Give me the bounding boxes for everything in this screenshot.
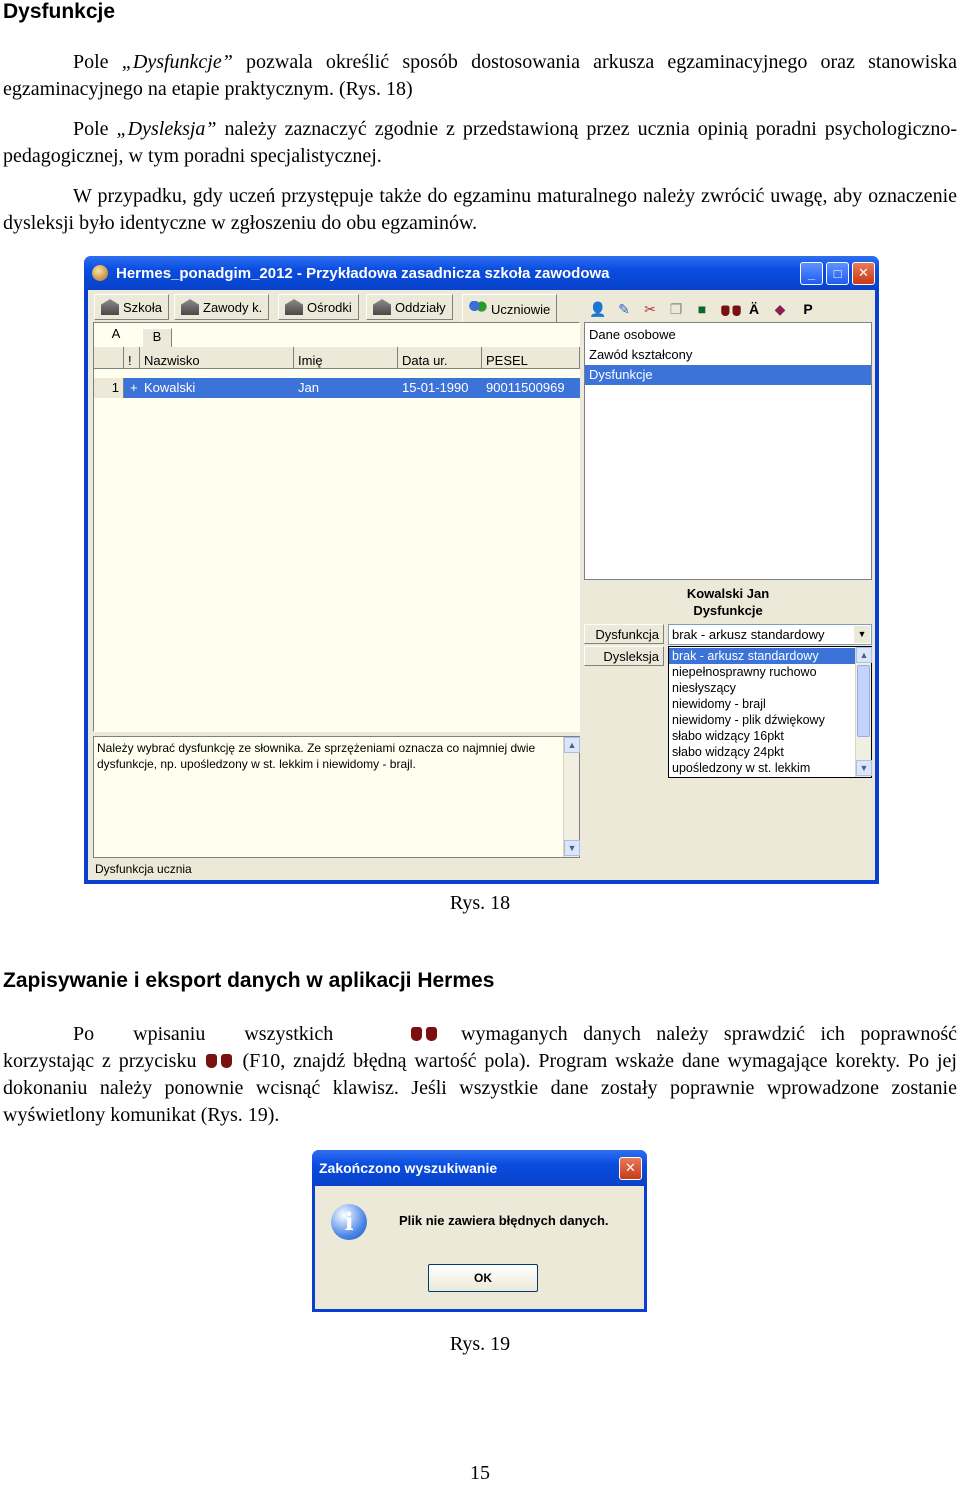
umlaut-a-button[interactable]: Ä [748,301,760,317]
paragraph-dysfunkcje [3,49,957,103]
column-nazwisko-header[interactable]: Nazwisko [140,347,294,369]
p-text-c: (F10, znajdź błędną wartość pola). Program wskaże dane wymagające korekty. Po jej dokonaniu należy ponownie wcisnąć klawisz. Jeśli wszystkie dane zostały poprawnie wprowadzone zostanie wyświetlony komunikat (Rys. 19). [3,1050,957,1126]
info-icon: i [331,1204,367,1240]
dialog-message: Plik nie zawiera błędnych danych. [399,1213,609,1228]
list-item[interactable]: Dane osobowe [589,327,676,342]
dropdown-option[interactable]: słabo widzący 16pkt [672,729,784,743]
dropdown-option[interactable]: brak - arkusz standardowy [669,648,855,664]
hint-text: Należy wybrać dysfunkcję ze słownika. Ze sprzężeniami oznacza co najmniej dwie dysfunkcje, np. upośledzony w st. lekkim i niewidomy - brajl. [97,741,536,771]
row-number-header [94,347,124,369]
list-item-selected[interactable]: Dysfunkcje [585,365,871,385]
cell-imie: Jan [298,380,319,395]
scroll-down-icon[interactable]: ▼ [564,840,580,856]
dialog-body [315,1186,644,1309]
figure-caption-18: Rys. 18 [449,892,511,914]
p1-text-c: pozwala określić sposób dostosowania arkusza egzaminacyjnego oraz stanowiska egzaminacyjnego na etapie praktycznym. (Rys. 18) [3,51,957,100]
tab-oddzialy[interactable] [366,294,453,320]
search-finished-dialog [312,1150,647,1312]
tab-uczniowie[interactable] [462,294,557,323]
p-text-a: Po wpisaniu wszystkich [73,1023,334,1045]
save-icon[interactable]: ■ [697,301,707,317]
paragraph-zapisywanie [3,1021,957,1129]
tab-label: Uczniowie [491,301,551,317]
students-grid [93,322,580,732]
add-student-icon[interactable]: 👤 [589,301,607,317]
chevron-down-icon[interactable]: ▼ [854,626,870,643]
page-number: 15 [470,1462,490,1484]
detail-header [584,582,872,622]
status-bar: Dysfunkcja ucznia [95,862,192,876]
tab-szkola[interactable] [94,294,169,320]
dialog-titlebar [312,1150,647,1186]
cell-pesel: 90011500969 [486,380,565,395]
student-name: Kowalski Jan [686,586,770,601]
dysfunkcja-dropdown [668,646,872,778]
tab-label: Szkoła [123,299,163,315]
app-icon [92,265,108,281]
building-icon [181,299,199,315]
tab-label: Oddziały [395,299,446,315]
minimize-button[interactable]: _ [800,262,823,285]
dialog-close-button[interactable]: ✕ [619,1157,642,1180]
paragraph-matura [3,183,957,237]
section-heading-dysfunkcje: Dysfunkcje [3,0,116,23]
book-icon[interactable]: ◆ [774,301,786,317]
copy-icon[interactable]: ❐ [669,301,683,317]
classroom-icon [373,299,391,315]
window-client [88,290,875,880]
paragraph-dysleksja [3,116,957,170]
p2-field-name: „Dysleksja” [116,118,217,140]
tab-label: Zawody k. [203,299,263,315]
scroll-up-icon[interactable]: ▲ [564,737,580,753]
window-title: Hermes_ponadgim_2012 - Przykładowa zasadnicza szkoła zawodowa [116,264,610,282]
maximize-button[interactable]: □ [826,262,849,285]
dysfunkcja-select-value: brak - arkusz standardowy [672,627,825,642]
scroll-down-icon[interactable]: ▼ [856,760,872,776]
scroll-up-icon[interactable]: ▲ [856,647,872,663]
window-titlebar [84,256,879,290]
dropdown-option[interactable]: niepełnosprawny ruchowo [672,665,817,679]
ok-button[interactable]: OK [428,1264,538,1292]
p2-text-a: Pole [73,118,117,140]
dysleksja-label: Dysleksja [584,646,664,666]
grid-header-row [94,347,580,381]
tab-label: Ośrodki [307,299,352,315]
hermes-window [84,256,879,884]
dialog-title: Zakończono wyszukiwanie [319,1160,498,1176]
dropdown-scrollbar[interactable] [855,647,871,777]
dysfunkcja-select[interactable] [668,624,872,645]
column-pesel-header[interactable]: PESEL [482,347,580,369]
building-icon [101,299,119,315]
scroll-thumb[interactable] [857,665,870,737]
sections-list [584,322,872,580]
p2-text-c: należy zaznaczyć zgodnie z przedstawioną przez ucznia opinią poradni psychologiczno-pedagogicznej, w tym poradni specjalistycznej. [3,118,957,167]
delete-student-icon[interactable]: ✂ [644,301,656,317]
p1-text-a: Pole [73,51,122,73]
students-icon [469,301,487,317]
detail-section-title: Dysfunkcje [693,603,763,618]
p3-text: W przypadku, gdy uczeń przystępuje także do egzaminu maturalnego należy zwrócić uwagę, aby oznaczenie dysleksji było identyczne w zgłoszeniu do obu egzaminów. [3,185,957,234]
binoculars-icon [411,1023,437,1043]
column-data-header[interactable]: Data ur. [398,347,482,369]
cell-flag: + [130,380,138,395]
dropdown-option[interactable]: upośledzony w st. lekkim [672,761,811,775]
subtab-a[interactable]: A [111,326,121,341]
building-icon [285,299,303,315]
hint-scrollbar[interactable] [563,737,579,857]
row-number: 1 [94,378,124,398]
p-text-b: wymaganych danych należy sprawdzić ich poprawność korzystając z przycisku [3,1023,957,1072]
close-button[interactable]: ✕ [852,262,875,285]
binoculars-icon [206,1050,232,1070]
list-item[interactable]: Zawód kształcony [589,347,693,362]
column-flag-header[interactable]: ! [124,347,140,369]
dropdown-option[interactable]: słabo widzący 24pkt [672,745,784,759]
cell-data-ur: 15-01-1990 [402,380,469,395]
tab-zawody[interactable] [174,294,269,320]
section-heading-zapisywanie: Zapisywanie i eksport danych w aplikacji Hermes [3,969,495,992]
hint-panel [93,736,580,858]
column-imie-header[interactable]: Imię [294,347,398,369]
edit-student-icon[interactable]: ✎ [618,301,630,317]
find-binoculars-icon[interactable] [718,300,738,318]
subtab-b[interactable]: B [142,328,172,348]
dropdown-option[interactable]: niewidomy - plik dźwiękowy [672,713,825,727]
cell-nazwisko: Kowalski [144,380,196,395]
dropdown-option[interactable]: niesłyszący [672,681,736,695]
p1-field-name: „Dysfunkcje” [121,51,233,73]
dysfunkcja-label: Dysfunkcja [584,624,664,644]
tab-osrodki[interactable] [278,294,359,320]
figure-caption-19: Rys. 19 [449,1333,511,1355]
p-button[interactable]: P [803,301,813,317]
dropdown-option[interactable]: niewidomy - brajl [672,697,766,711]
